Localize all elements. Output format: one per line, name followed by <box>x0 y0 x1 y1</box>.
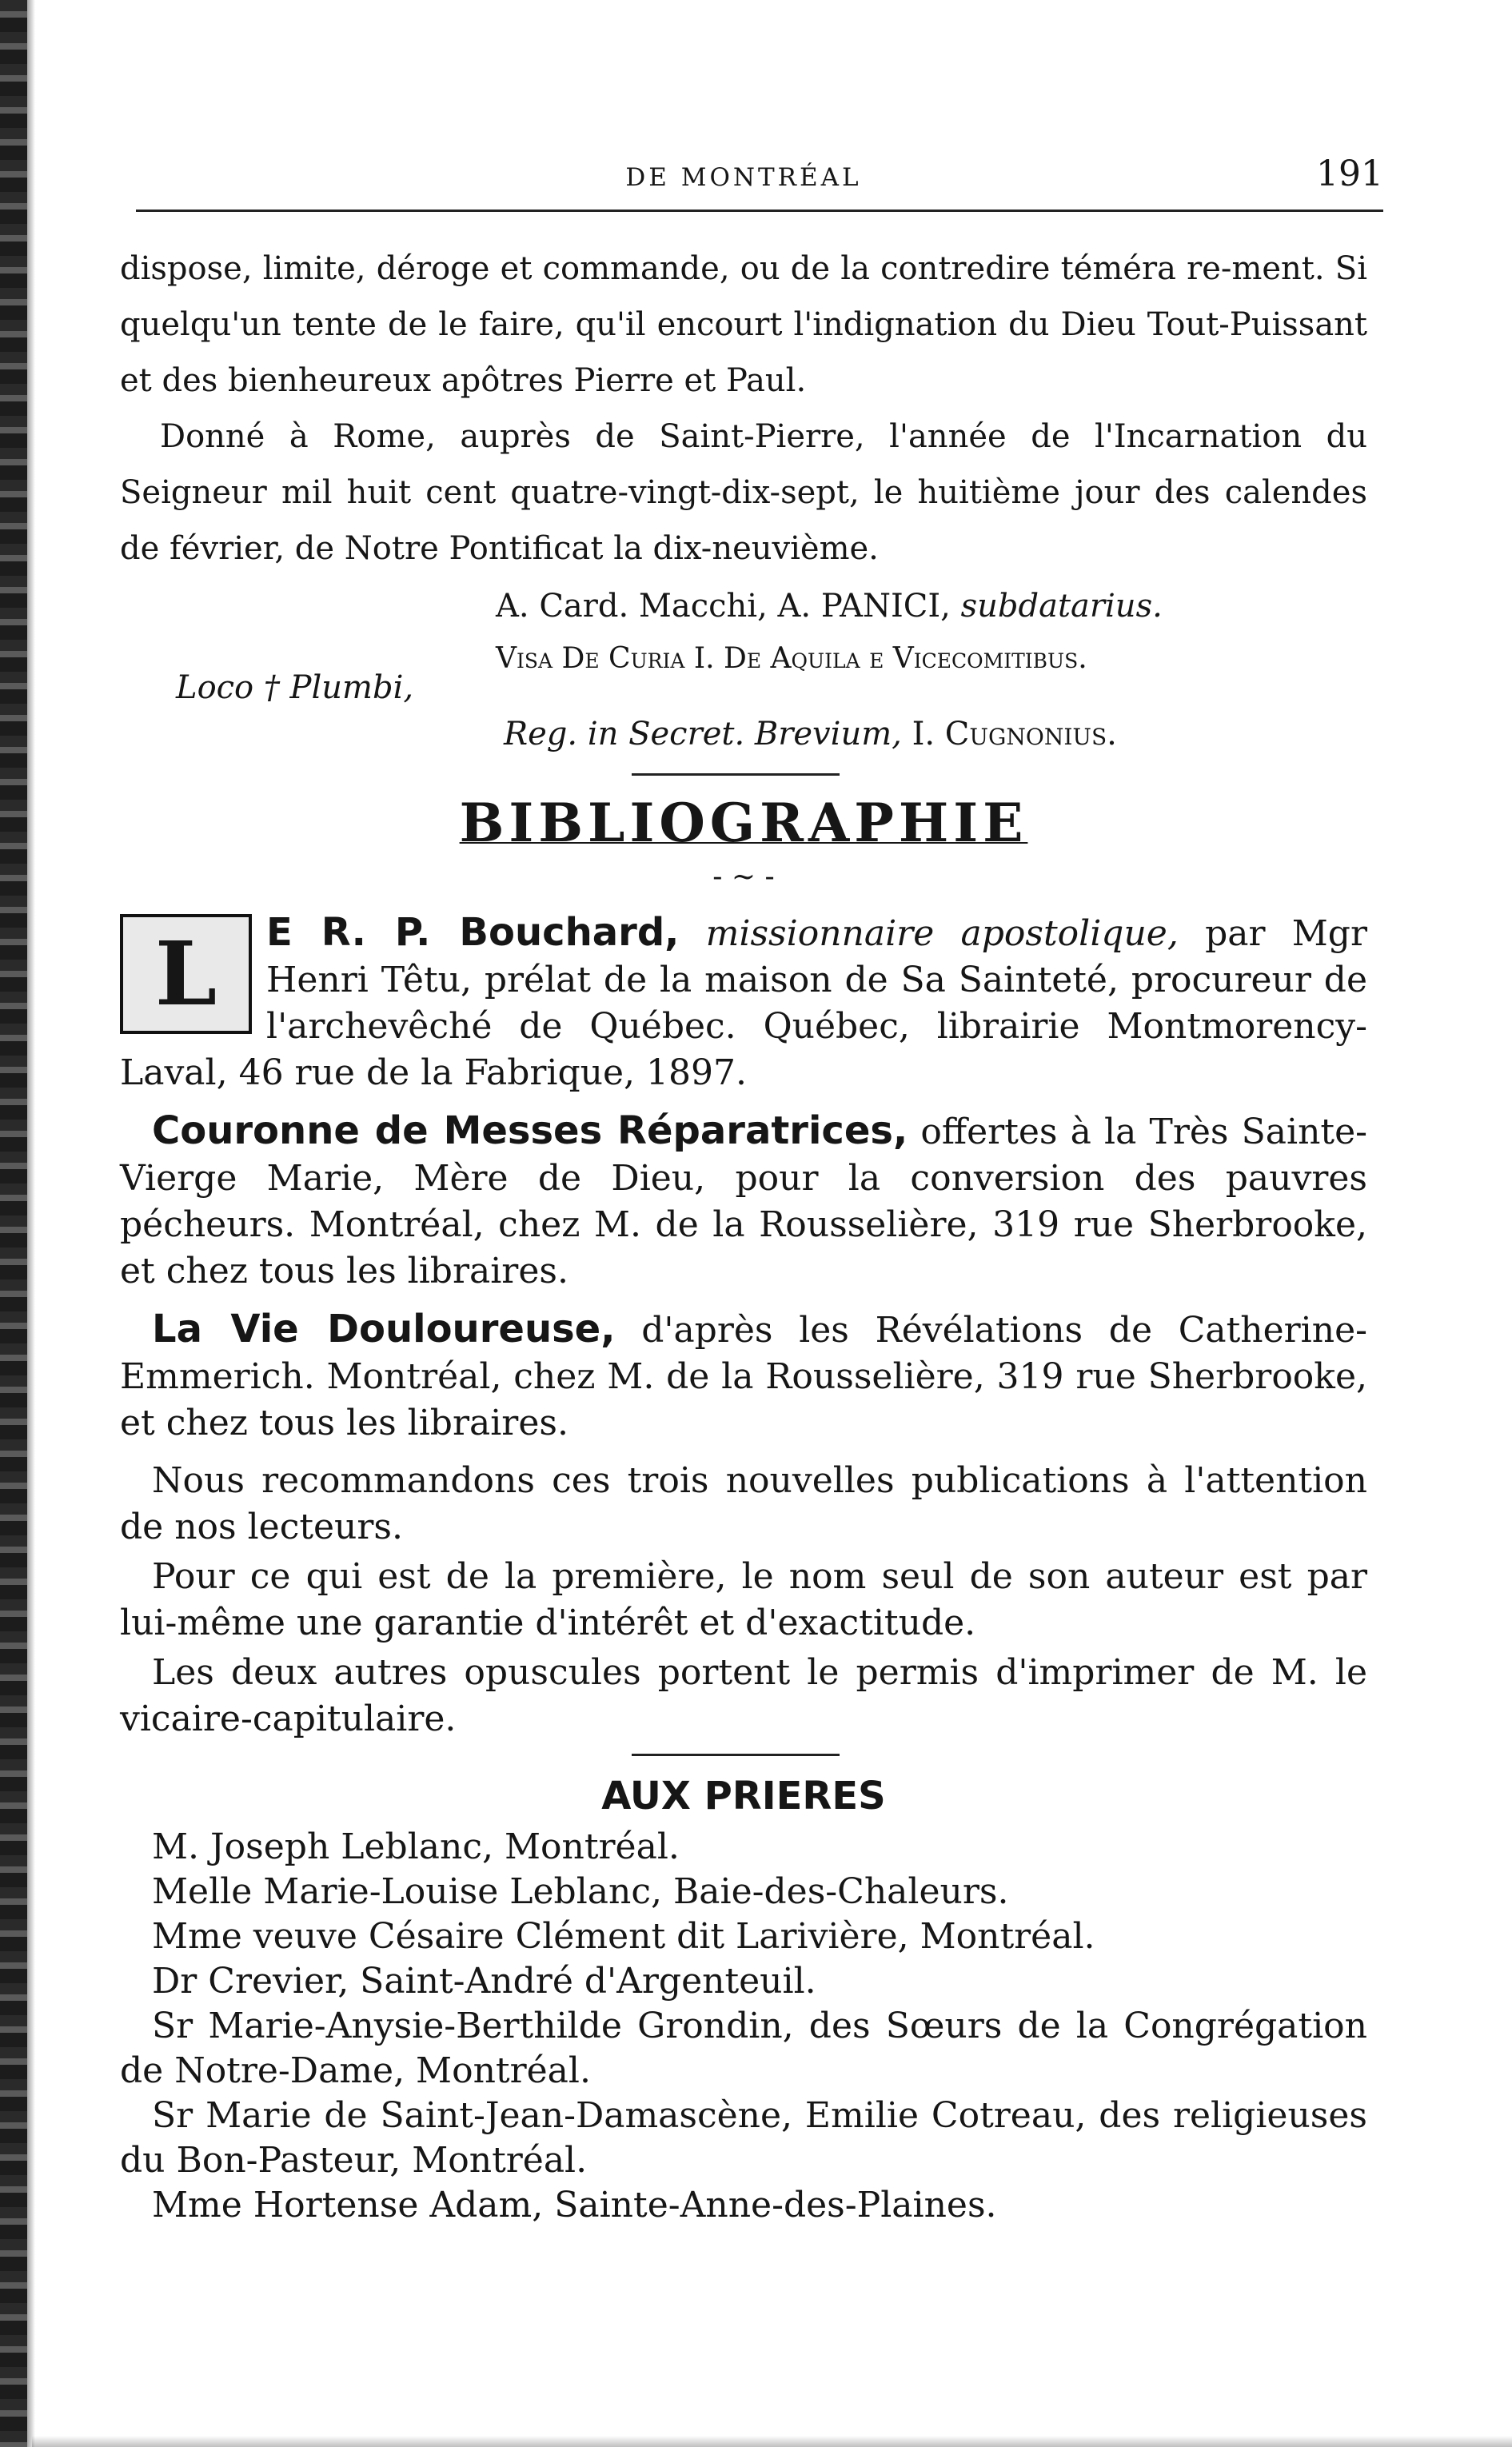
running-title: DE MONTRÉAL <box>625 163 862 192</box>
header-rule <box>136 210 1383 212</box>
signature-line-3 <box>504 716 1117 752</box>
page-number: 191 <box>1316 154 1383 194</box>
signature-panici: A. PANICI, <box>777 588 951 625</box>
seal-note: Loco † Plumbi, <box>176 669 414 706</box>
bibliography-note-2: Pour ce qui est de la première, le nom seul de son auteur est par lui-même une garantie d'intérêt et d'exactitude. <box>120 1556 1367 1643</box>
bibliography-note-1: Nous recommandons ces trois nouvelles publications à l'attention de nos lecteurs. <box>120 1460 1367 1547</box>
prayer-item: Melle Marie-Louise Leblanc, Baie-des-Chaleurs. <box>152 1871 1009 1912</box>
bibliography-entry-1 <box>120 909 1367 1096</box>
prayer-item: Dr Crevier, Saint-André d'Argenteuil. <box>152 1961 816 2002</box>
running-head <box>120 152 1383 200</box>
prayer-item: M. Joseph Leblanc, Montréal. <box>152 1826 680 1867</box>
bibliography-entry-3 <box>120 1306 1367 1447</box>
entry-1-title: E R. P. Bouchard, <box>266 910 680 955</box>
prayers-title: AUX PRIERES <box>601 1774 886 1818</box>
page-bottom-shadow <box>32 2436 1512 2447</box>
bibliography-note-3: Les deux autres opuscules portent le permis d'imprimer de M. le vicaire-capitulaire. <box>120 1652 1367 1739</box>
entry-1-text: par Mgr Henri Têtu, prélat de la maison de Sa Sainteté, procureur de l'archevêché de Québec. Québec, librairie Montmorency-Laval, 46 rue de la Fabrique, 1897. <box>120 913 1367 1093</box>
prayer-item: Mme veuve Césaire Clément dit Larivière, Montréal. <box>152 1916 1095 1957</box>
signature-role: subdatarius. <box>960 588 1163 625</box>
book-binding-edge <box>0 0 27 2447</box>
dropcap-letter: L <box>120 914 252 1034</box>
bibliography-entry-2 <box>120 1108 1367 1295</box>
dropcap <box>120 914 252 1034</box>
prayers-list <box>120 1825 1367 2228</box>
entry-2-title: Couronne de Messes Réparatrices, <box>152 1108 908 1153</box>
signature-macchi: A. Card. Macchi, <box>496 588 768 625</box>
entry-1-italic: missionnaire apostolique, <box>705 913 1179 954</box>
entry-3-text: d'après les Révélations de Catherine-Emmerich. Montréal, chez M. de la Rousselière, 319 rue Sherbrooke, et chez tous les libraires. <box>120 1310 1368 1443</box>
bull-paragraph-1: dispose, limite, déroge et commande, ou de la contredire téméra re-ment. Si quelqu'un tente de le faire, qu'il encourt l'indignation du Dieu Tout-Puissant et des bienheureux apôtres Pierre et Paul. <box>120 250 1367 399</box>
prayer-item: Sr Marie-Anysie-Berthilde Grondin, des Sœurs de la Congrégation de Notre-Dame, Montréal. <box>120 2006 1367 2091</box>
book-page <box>120 152 1383 2228</box>
prayers-divider <box>632 1754 840 1756</box>
bibliography-ornament: - ~ - <box>712 860 775 893</box>
section-divider <box>632 773 840 776</box>
bull-paragraph-2: Donné à Rome, auprès de Saint-Pierre, l'année de l'Incarnation du Seigneur mil huit cent quatre-vingt-dix-sept, le huitième jour des calendes de février, de Notre Pontificat la dix-neuvième. <box>120 418 1367 567</box>
bibliography-title: BIBLIOGRAPHIE <box>459 792 1028 854</box>
entry-3-title: La Vie Douloureuse, <box>152 1307 616 1351</box>
signature-line-1 <box>496 588 1163 625</box>
prayer-item: Mme Hortense Adam, Sainte-Anne-des-Plaines. <box>152 2185 997 2225</box>
signature-line-2: Visa De Curia I. De Aquila e Vicecomitibus. <box>496 642 1087 675</box>
bull-signatures <box>120 581 1367 773</box>
signature-cugnonius: I. Cugnonius. <box>912 716 1117 752</box>
entry-2-text: offertes à la Très Sainte-Vierge Marie, Mère de Dieu, pour la conversion des pauvres pécheurs. Montréal, chez M. de la Rousselière, 319 rue Sherbrooke, et chez tous les libraires. <box>120 1112 1367 1291</box>
prayer-item: Sr Marie de Saint-Jean-Damascène, Emilie Cotreau, des religieuses du Bon-Pasteur, Montréal. <box>120 2095 1367 2181</box>
registration-note: Reg. in Secret. Brevium, <box>504 716 902 752</box>
